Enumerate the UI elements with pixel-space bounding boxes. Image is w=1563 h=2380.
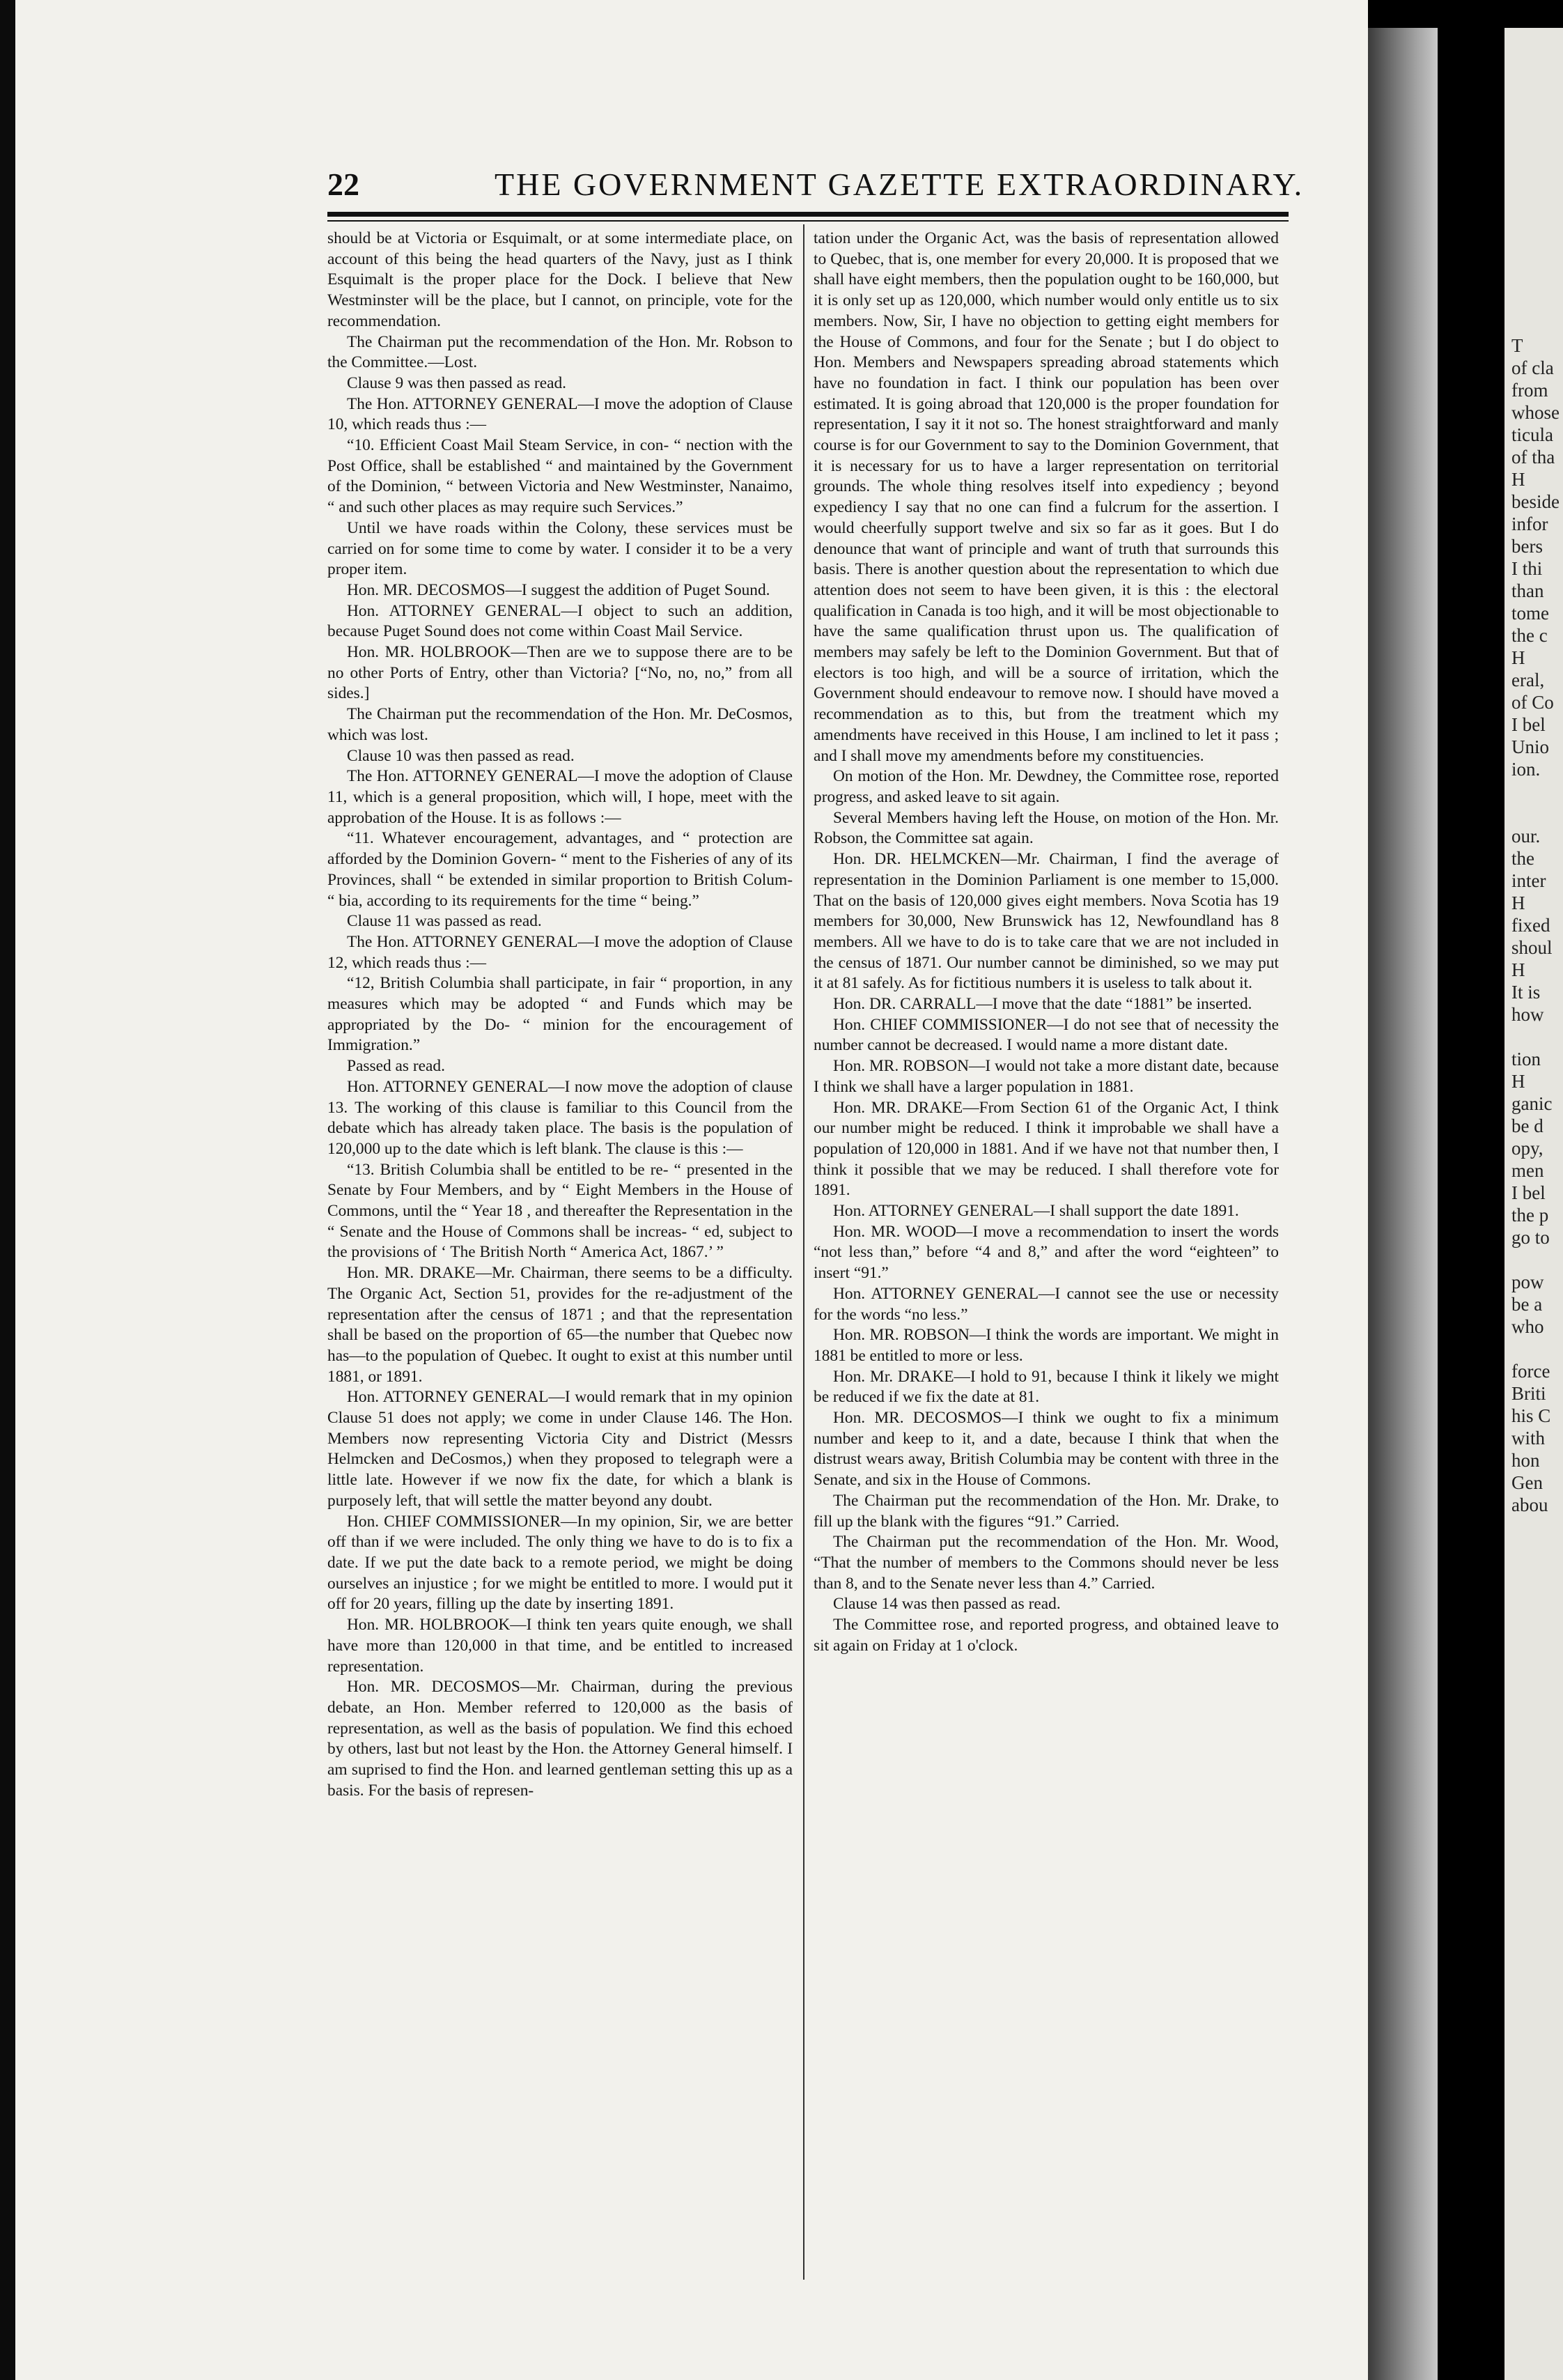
paragraph: tation under the Organic Act, was the basis of representation allowed to Quebec, that is, one member for every 20,000. It is proposed that we shall have eight members, then the population ought to be 160,000, but it is only set up as 120,000, which number would only entitle us to six members. Now, Sir, I have no objection to getting eight members for the House of Commons, and four for the Senate ; but I do object to Hon. Members and Newspapers spreading abroad statements which have no foundation in fact. I think our population has been over estimated. It is going abroad that 120,000 is the proper foundation for representation, I say it it not so. The honest straightforward and manly course is for our Government to say to the Dominion Government, that it is necessary for us to have a larger representation on territorial grounds. The whole thing resolves itself into expediency ; beyond expediency I say that no one can find a fulcrum for the assertion. I would cheerfully support twelve and six so far as it goes. But I do denounce that want of principle and want of truth that surrounds this basis. There is another question about the representation to which due attention does not seem to have been given, it is this : the electoral qualification in Canada is too high, and it will be most objectionable to have the same qualification thrust upon us. The qualification of members may safely be left to the Dominion Government. But that of electors is too high, and will be a source of irritation, which the Government should endeavour to remove now. I should have moved a recommendation as to this, but from the treatment which my amendments have received in this House, I am inclined to let it pass ; and I shall move my amendments before my constituencies. (814, 229, 1279, 765)
column-divider (803, 224, 804, 2280)
paragraph: The Chairman put the recommendation of the Hon. Mr. DeCosmos, which was lost. (327, 705, 793, 744)
paragraph: The Hon. ATTORNEY GENERAL—I move the adoption of Clause 11, which is a general proposition, which will, I hope, meet with the approbation of the House. It is as follows :— (327, 767, 793, 827)
left-column (327, 229, 793, 2291)
page-number: 22 (327, 167, 359, 202)
right-column (814, 229, 1279, 2291)
paragraph: The Committee rose, and reported progress, and obtained leave to sit again on Friday at 1 o'clock. (814, 1616, 1279, 1655)
paragraph: The Hon. ATTORNEY GENERAL—I move the adoption of Clause 10, which reads thus :— (327, 394, 793, 434)
paragraph: Hon. MR. ROBSON—I think the words are important. We might in 1881 be entitled to more or less. (814, 1326, 1279, 1365)
paragraph: should be at Victoria or Esquimalt, or at some intermediate place, on account of this being the head quarters of the Navy, just as I think Esquimalt is the proper place for the Dock. I believe that New Westminster will be the place, but I cannot, on principle, vote for the recommendation. (327, 229, 793, 330)
paragraph: The Chairman put the recommendation of the Hon. Mr. Wood, “That the number of members to the Commons should never be less than 8, and to the Senate never less than 4.” Carried. (814, 1533, 1279, 1593)
paragraph: Hon. ATTORNEY GENERAL—I now move the adoption of clause 13. The working of this clause is familiar to this Council from the debate which has already taken place. The basis is the population of 120,000 up to the date which is left blank. The clause is this :— (327, 1077, 793, 1158)
paragraph: Hon. ATTORNEY GENERAL—I cannot see the use or necessity for the words “no less.” (814, 1284, 1279, 1324)
page-gutter-shadow (1368, 28, 1438, 2380)
page-title: THE GOVERNMENT GAZETTE EXTRAORDINARY. (495, 167, 1305, 202)
quoted-clause: “11. Whatever encouragement, advantages, and “ protection are afforded by the Dominion Govern- “ ment to the Fisheries of any of its Provinces, shall “ be extended in similar proportion to British Colum- “ bia, according to its requirements for the time “ being.” (327, 829, 793, 910)
adjacent-page-text: T of cla from whose ticula of tha H beside infor bers I thi than tome the c H eral, of Co I bel Unio ion. our. the inter H fixed shoul H It is how tion H ganic be d opy, men I bel the p go to pow be a who force Briti his C with hon Gen abou (1511, 335, 1560, 1515)
paragraph: Clause 11 was passed as read. (347, 912, 542, 931)
paragraph: The Chairman put the recommendation of the Hon. Mr. Drake, to fill up the blank with the figures “91.” Carried. (814, 1491, 1279, 1531)
header-rule-thick (327, 212, 1289, 217)
quoted-clause: “13. British Columbia shall be entitled to be re- “ presented in the Senate by Four Members, and by “ Eight Members in the House of Commons, until the “ Year 18 , and thereafter the Representation in the “ Senate and the House of Commons shall be increas- “ ed, subject to the provisions of ‘ The British North “ America Act, 1867.’ ” (327, 1160, 793, 1262)
page-header (327, 166, 1305, 215)
paragraph: Hon. MR. DRAKE—From Section 61 of the Organic Act, I think our number might be reduced. I think it improbable we shall have a population of 120,000 in 1881. And if we have not that number then, I think it possible that we may be reduced. I shall therefore vote for 1891. (814, 1098, 1279, 1200)
paragraph: Clause 10 was then passed as read. (347, 746, 575, 765)
paragraph: Hon. MR. DECOSMOS—I think we ought to fix a minimum number and keep to it, and a date, because I think that when the distrust wears away, British Columbia may be content with three in the Senate, and six in the House of Commons. (814, 1409, 1279, 1490)
paragraph: Hon. ATTORNEY GENERAL—I shall support the date 1891. (833, 1202, 1239, 1221)
paragraph: Hon. Mr. DRAKE—I hold to 91, because I think it likely we might be reduced if we fix the date at 81. (814, 1367, 1279, 1407)
paragraph: Hon. MR. DECOSMOS—I suggest the addition of Puget Sound. (347, 580, 770, 599)
paragraph: Hon. MR. WOOD—I move a recommendation to insert the words “not less than,” before “4 and 8,” and after the word “eighteen” to insert “91.” (814, 1222, 1279, 1283)
paragraph: The Hon. ATTORNEY GENERAL—I move the adoption of Clause 12, which reads thus :— (327, 932, 793, 972)
paragraph: Hon. CHIEF COMMISSIONER—I do not see that of necessity the number cannot be decreased. I would name a more distant date. (814, 1015, 1279, 1055)
paragraph: Hon. ATTORNEY GENERAL—I would remark that in my opinion Clause 51 does not apply; we come in under Clause 146. The Hon. Members now representing Victoria City and District (Messrs Helmcken and DeCosmos,) when they proposed to telegraph were a little late. However if we now fix the date, for which a blank is purposely left, that will settle the matter beyond any doubt. (327, 1388, 793, 1510)
paragraph: Clause 9 was then passed as read. (347, 373, 567, 392)
header-rule-thin (327, 220, 1289, 222)
paragraph: Passed as read. (347, 1057, 445, 1076)
paragraph: Hon. MR. ROBSON—I would not take a more distant date, because I think we shall have a larger population in 1881. (814, 1057, 1279, 1096)
paragraph: Hon. MR. DRAKE—Mr. Chairman, there seems to be a difficulty. The Organic Act, Section 51, provides for the re-adjustment of the representation after the census of 1871 ; and that the representation shall be based on the proportion of 65—the number that Quebec now has—to the population of Quebec. It ought to exist at this number until 1881, or 1891. (327, 1264, 793, 1386)
paragraph: Hon. MR. HOLBROOK—Then are we to suppose there are to be no other Ports of Entry, other than Victoria? [“No, no, no,” from all sides.] (327, 643, 793, 703)
paragraph: On motion of the Hon. Mr. Dewdney, the Committee rose, reported progress, and asked leave to sit again. (814, 767, 1279, 806)
paragraph: Hon. MR. DECOSMOS—Mr. Chairman, during the previous debate, an Hon. Member referred to 120,000 as the basis of representation, as well as the basis of population. We find this echoed by others, last but not least by the Hon. the Attorney General himself. I am suprised to find the Hon. and learned gentleman setting this up as a basis. For the basis of represen- (327, 1678, 793, 1800)
paragraph: Hon. DR. CARRALL—I move that the date “1881” be inserted. (833, 995, 1252, 1014)
adjacent-page-edge (1504, 28, 1563, 2380)
paragraph: Hon. DR. HELMCKEN—Mr. Chairman, I find the average of representation in the Dominion Parliament is one member to 15,000. That on the basis of 120,000 gives eight members. Nova Scotia has 19 members for 30,000, New Brunswick has 12, Newfoundland has 8 members. All we have to do is to take care that we are not included in the census of 1871. Our number cannot be diminished, so we may put it at 81 safely. As for fictitious numbers it is useless to talk about it. (814, 850, 1279, 993)
paragraph: The Chairman put the recommendation of the Hon. Mr. Robson to the Committee.—Lost. (327, 332, 793, 372)
paragraph: Hon. CHIEF COMMISSIONER—In my opinion, Sir, we are better off than if we were included. The only thing we have to do is to fix a date. If we put the date back to a remote period, we might be doing ourselves an injustice ; for we might be entitled to more. I would put it off for 20 years, filling up the date by inserting 1891. (327, 1512, 793, 1614)
paragraph: Several Members having left the House, on motion of the Hon. Mr. Robson, the Committee sat again. (814, 808, 1279, 848)
scan-border-left (0, 0, 15, 2380)
paragraph: Hon. ATTORNEY GENERAL—I object to such an addition, because Puget Sound does not come within Coast Mail Service. (327, 601, 793, 641)
quoted-clause: “10. Efficient Coast Mail Steam Service, in con- “ nection with the Post Office, shall be established “ and maintained by the Government of the Dominion, “ between Victoria and New Westminster, Nanaimo, “ and such other places as may require such Services.” (327, 436, 793, 517)
paragraph: Clause 14 was then passed as read. (833, 1595, 1061, 1614)
paragraph: Hon. MR. HOLBROOK—I think ten years quite enough, we shall have more than 120,000 in that time, and be entitled to increased representation. (327, 1616, 793, 1676)
paragraph: Until we have roads within the Colony, these services must be carried on for some time to come by water. I consider it to be a very proper item. (327, 518, 793, 579)
quoted-clause: “12, British Columbia shall participate, in fair “ proportion, in any measures which may be adopted “ and Funds which may be appropriated by the Do- “ minion for the encouragement of Immigration.” (327, 974, 793, 1055)
